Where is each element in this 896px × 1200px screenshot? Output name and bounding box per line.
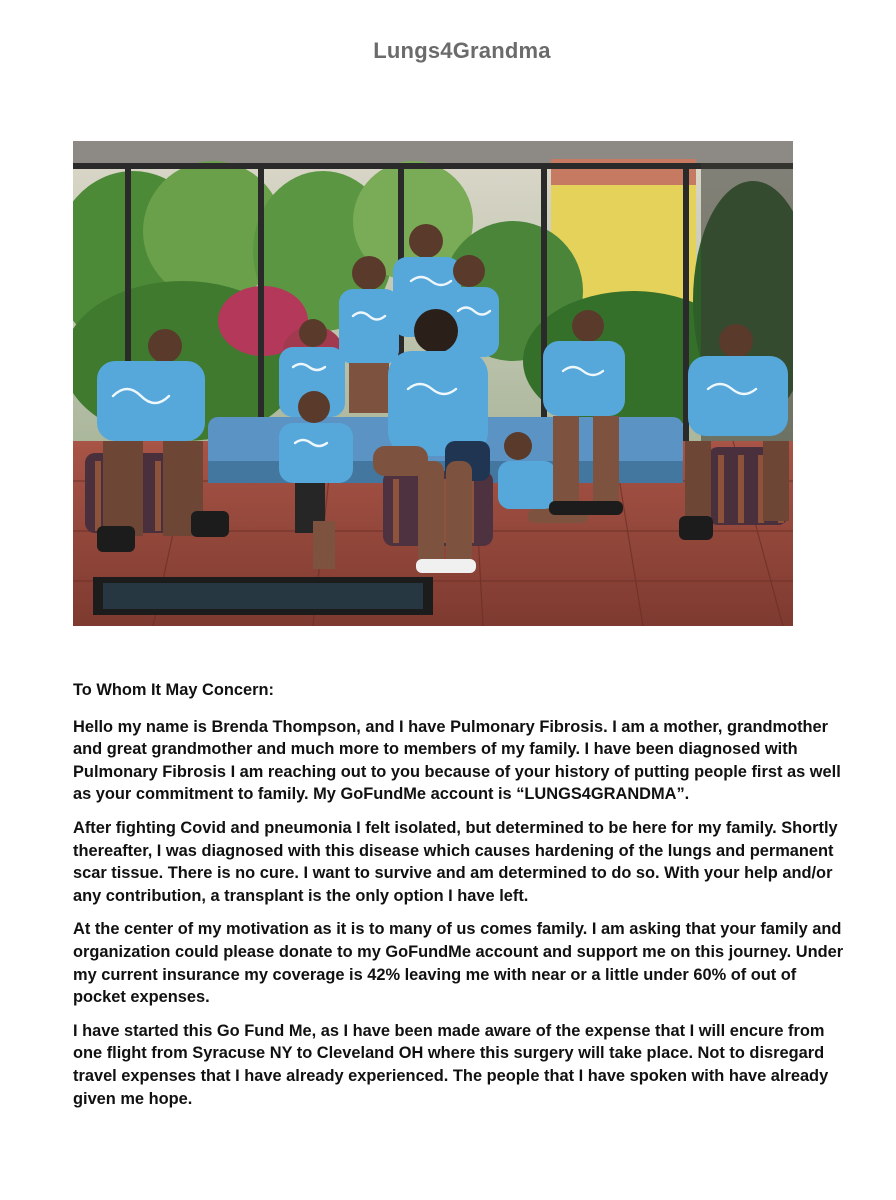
family-photo <box>73 141 793 626</box>
paragraph-4: I have started this Go Fund Me, as I have been made aware of the expense that I will encure from one flight from Syracuse NY to Cleveland OH where this surgery will take place. Not to disregard travel expenses that I have already experienced. The people that I have spoken with have already given me hope. <box>73 1021 829 1108</box>
letter-body <box>73 679 853 1121</box>
salutation: To Whom It May Concern: <box>73 681 274 699</box>
paragraph-2: After fighting Covid and pneumonia I felt isolated, but determined to be here for my family. Shortly thereafter, I was diagnosed with this disease which causes hardening of the lungs and permanent scar tissue. There is no cure. I want to survive and am determined to do so. With your help and/or any contribution, a transplant is the only option I have left. <box>73 818 838 905</box>
document-title: Lungs4Grandma <box>373 38 551 63</box>
paragraph-1: Hello my name is Brenda Thompson, and I have Pulmonary Fibrosis. I am a mother, grandmother and great grandmother and much more to members of my family. I have been diagnosed with Pulmonary Fibrosis I am reaching out to you because of your history of putting people first as well as your commitment to family. My GoFundMe account is “LUNGS4GRANDMA”. <box>73 717 841 804</box>
paragraph-3: At the center of my motivation as it is to many of us comes family. I am asking that your family and organization could please donate to my GoFundMe account and support me on this journey. Under my current insurance my coverage is 42% leaving me with near or a little under 60% of out of pocket expenses. <box>73 920 844 1007</box>
